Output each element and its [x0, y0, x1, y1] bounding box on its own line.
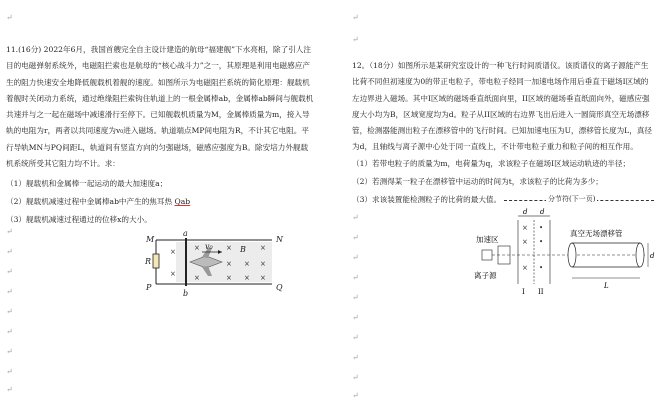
paragraph-mark: ↵	[6, 307, 13, 316]
field-cross: ×	[226, 244, 232, 252]
field-cross: ×	[170, 248, 176, 256]
question-12-part-2: （2）若测得某一粒子在漂移管中运动的时间为t，求该粒子的比荷为多少；	[352, 177, 603, 186]
resistor-icon	[153, 254, 159, 268]
label-tube-d: d	[650, 252, 655, 260]
section-break	[504, 195, 654, 205]
paragraph-mark: ↵	[6, 287, 13, 296]
question-12-text: 12。（18分）如图所示是某研究室设计的一种飞行时间质谱仪。该质谱仪的离子源能产生比荷不同但初速度为0的带正电粒子，带电粒子经同一加速电场作用后垂直于磁场I区域的左边界进入磁场。其中I区域的磁场垂直纸面向里，II区域的磁场垂直纸面向外，磁感应强度大小均为B，区域宽度均为d。粒子从II区域的右边界飞出后进入一圆筒形真空无场漂移管，检测器能测出粒子在漂移管中的飞行时间。已知加速电压为U，漂移管长度为L，真径为d，且轴线与离子源中心处于同一直线上，不计带电粒子重力和粒子间的相互作用。	[352, 61, 653, 152]
paragraph-mark: ↵	[352, 333, 359, 342]
mass-spectrometer-figure	[336, 206, 660, 296]
paragraph-mark: ↵	[352, 293, 359, 302]
field-dot: •	[539, 224, 544, 232]
field-cross: ×	[522, 238, 528, 246]
question-11-part-2-text: （2）舰载机减速过程中金属棒ab中产生的焦耳热	[6, 197, 173, 206]
label-zone-1: I	[522, 288, 525, 296]
paragraph-mark: ↵	[352, 253, 359, 262]
paragraph-mark: ↵	[352, 273, 359, 282]
field-cross: ×	[226, 260, 232, 268]
paragraph-mark: ↵	[352, 233, 359, 242]
field-cross: ×	[244, 260, 250, 268]
question-11-part-1: （1）舰载机和金属棒一起运动的最大加速度a；	[6, 179, 168, 188]
paragraph-mark: ↵	[352, 313, 359, 322]
label-a: a	[183, 229, 188, 238]
question-11-text: 11.(16分) 2022年6月，我国首艘完全自主设计建造的航母“福建舰”下水亮相，除了引人注目的电磁弹射系统外，电磁阻拦索也是航母的“核心战斗力”之一，其原理是利用电磁感应产生的阻力快速安全地降低舰载机着舰的速度。如图所示为电磁阻拦系统的简化原理：舰载机着舰时关闭动力系统，通过绝缘阻拦索钩住轨道上的一根金属棒ab，金属棒ab瞬间与舰载机共速并与之一起在磁场中减速滑行至停下。已知舰载机质量为M，金属棒质量为m，接入导轨的电阻为r，两者以共同速度为v₀进入磁场。轨道端点MP间电阻为R，不计其它电阻。平行导轨MN与PQ间距L，轨道间有竖直方向的匀强磁场，磁感应强度为B。除安培力外舰载机系统所受其它阻力均不计。求：	[6, 45, 314, 169]
rail-circuit-figure	[0, 228, 324, 308]
field-cross: ×	[260, 274, 266, 282]
label-R: R	[145, 257, 152, 266]
paragraph-mark: ↵	[6, 367, 13, 376]
field-cross: ×	[194, 244, 200, 252]
label-drift-tube: 真空无场漂移管	[570, 229, 623, 238]
label-P: P	[146, 283, 152, 292]
label-accel: 加速区	[476, 235, 499, 244]
left-page	[0, 0, 324, 404]
field-dot: •	[539, 264, 544, 272]
field-cross: ×	[244, 274, 250, 282]
paragraph-mark: ↵	[352, 353, 359, 362]
label-N: N	[276, 235, 283, 244]
field-cross: ×	[522, 224, 528, 232]
paragraph-mark: ↵	[352, 391, 359, 400]
paragraph-mark: ↵	[6, 227, 13, 236]
label-M: M	[146, 235, 155, 244]
label-b: b	[183, 289, 189, 298]
question-11-part-2	[6, 196, 190, 208]
field-cross: ×	[170, 270, 176, 278]
field-cross: ×	[226, 274, 232, 282]
section-break-label: 分节符(下一页)	[548, 195, 596, 203]
label-v0: v₀	[205, 242, 213, 251]
label-d1: d	[523, 208, 528, 216]
label-Q: Q	[276, 283, 283, 292]
ion-source-icon	[482, 250, 492, 260]
label-source: 离子源	[474, 271, 497, 280]
paragraph-mark: ↵	[352, 213, 359, 222]
joule-heat-symbol: Qab	[174, 197, 191, 206]
field-cross: ×	[260, 244, 266, 252]
question-12-part-1: （1）若带电粒子的质量为m，电荷量为q，求该粒子在磁场I区域运动轨迹的半径；	[352, 159, 631, 168]
field-cross: ×	[194, 274, 200, 282]
paragraph-mark: ↵	[6, 327, 13, 336]
question-11-part-3: （3）舰载机减速过程通过的位移x的大小。	[6, 215, 152, 224]
field-cross: ×	[260, 260, 266, 268]
label-L: L	[604, 282, 609, 290]
field-dot: •	[539, 238, 544, 246]
label-d2: d	[540, 208, 545, 216]
paragraph-mark: ↵	[352, 373, 359, 382]
paragraph-mark: ↵	[6, 347, 13, 356]
paragraph-mark: ↵	[352, 13, 359, 22]
right-page	[336, 0, 660, 404]
question-12-part-3: （3）求该装置能检测粒子的比荷的最大值。	[352, 195, 502, 204]
field-cross: ×	[522, 264, 528, 272]
paragraph-mark: ↵	[6, 385, 13, 394]
paragraph-mark: ↵	[6, 267, 13, 276]
paragraph-mark: ↵	[6, 13, 13, 22]
paragraph-mark: ↵	[352, 35, 359, 44]
label-B: B	[240, 245, 246, 254]
paragraph-mark: ↵	[6, 247, 13, 256]
label-zone-2: II	[538, 288, 544, 296]
